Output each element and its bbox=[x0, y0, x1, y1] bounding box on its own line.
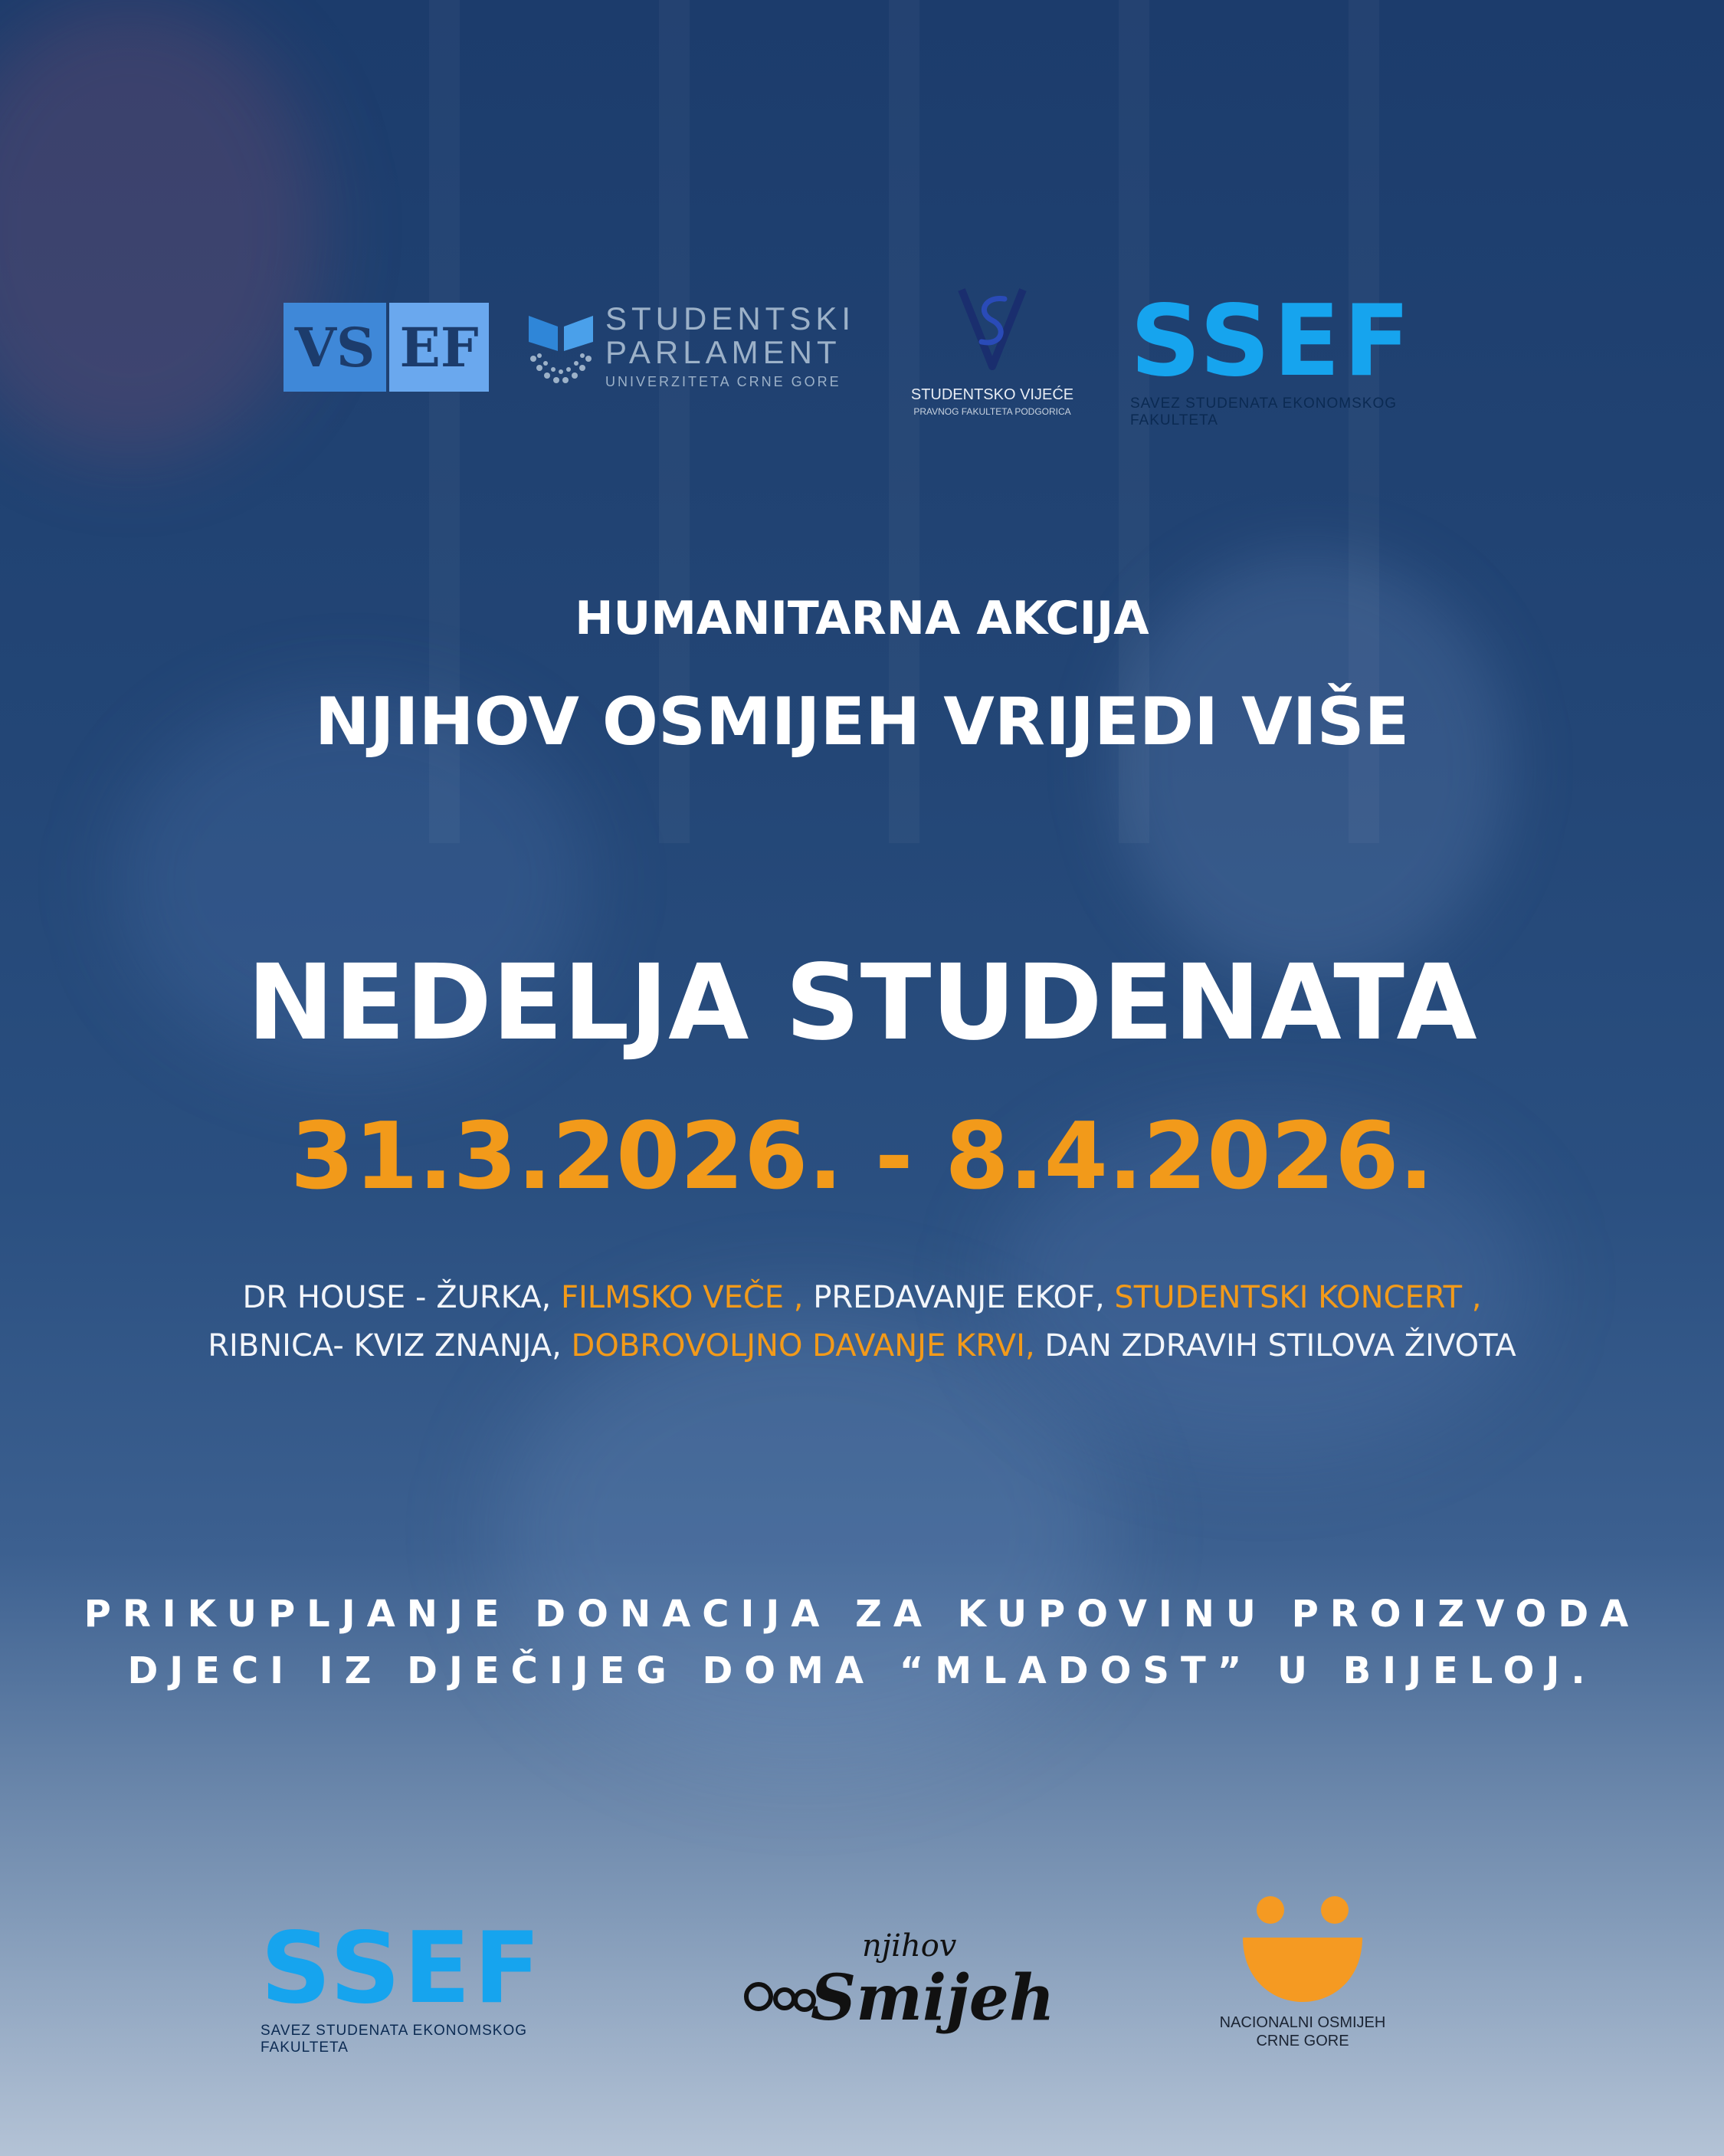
ssef-logo-subtitle: SAVEZ STUDENATA EKONOMSKOG FAKULTETA bbox=[261, 2023, 527, 2056]
sp-logo-line3: UNIVERZITETA CRNE GORE bbox=[605, 374, 841, 389]
sv-logo-line2: PRAVNOG FAKULTETA PODGORICA bbox=[913, 406, 1071, 417]
event-title: NEDELJA STUDENATA bbox=[247, 943, 1477, 1064]
event-item-highlight: STUDENTSKI KONCERT , bbox=[1104, 1280, 1482, 1315]
bg-blur-person-center bbox=[498, 1303, 1111, 1763]
sp-logo-line1: STUDENTSKI bbox=[605, 300, 856, 336]
event-item-highlight: FILMSKO VEČE , bbox=[551, 1280, 804, 1315]
bg-blur-flag bbox=[0, 0, 322, 460]
open-book-icon bbox=[523, 308, 599, 392]
ssef-logo-subtitle: SAVEZ STUDENATA EKONOMSKOG FAKULTETA bbox=[1130, 395, 1397, 428]
sp-logo-line2: PARLAMENT bbox=[605, 334, 841, 370]
akcija-heading: HUMANITARNA AKCIJA bbox=[575, 592, 1149, 645]
campaign-title: NJIHOV OSMIJEH VRIJEDI VIŠE bbox=[314, 684, 1410, 760]
studentsko-vijece-logo bbox=[896, 285, 1088, 423]
ssef-logo-bottom bbox=[261, 1912, 567, 2056]
vsef-logo-right: EF bbox=[389, 303, 489, 392]
sv-logo-line1: STUDENTSKO VIJEĆE bbox=[910, 386, 1074, 403]
events-line-2 bbox=[0, 1328, 1724, 1363]
event-item-highlight: DOBROVOLJNO DAVANJE KRVI, bbox=[571, 1328, 1035, 1363]
smiley-icon bbox=[1226, 1893, 1379, 2008]
nos-logo-main: Smijeh bbox=[811, 1961, 1055, 2035]
event-dates: 31.3.2026. - 8.4.2026. bbox=[290, 1104, 1434, 1210]
ssef-logo-mark: SSEF bbox=[261, 1912, 544, 2026]
studentski-parlament-logo bbox=[523, 300, 856, 400]
vsef-logo-left: VS bbox=[284, 303, 386, 392]
nacionalni-osmijeh-logo bbox=[1195, 1893, 1410, 2054]
vsef-logo bbox=[284, 303, 489, 392]
nos-logo-circles-icon bbox=[746, 1984, 814, 2010]
events-line-1 bbox=[0, 1280, 1724, 1315]
event-item: DAN ZDRAVIH STILOVA ŽIVOTA bbox=[1034, 1328, 1516, 1363]
donation-line-1: PRIKUPLJANJE DONACIJA ZA KUPOVINU PROIZVODA bbox=[84, 1593, 1640, 1636]
ssef-logo-mark: SSEF bbox=[1130, 284, 1414, 399]
event-item: RIBNICA- KVIZ ZNANJA, bbox=[208, 1328, 572, 1363]
ssef-logo-top bbox=[1130, 284, 1437, 428]
nos-logo-top: njihov bbox=[862, 1928, 957, 1964]
event-item: DR HOUSE - ŽURKA, bbox=[242, 1280, 552, 1315]
njihov-osmijeh-logo bbox=[736, 1908, 1055, 2062]
donation-line-2: DJECI IZ DJEČIJEG DOMA “MLADOST” U BIJELOJ. bbox=[127, 1649, 1597, 1692]
nac-logo-line1: NACIONALNI OSMIJEH bbox=[1219, 2014, 1386, 2031]
nac-logo-line2: CRNE GORE bbox=[1256, 2033, 1349, 2049]
event-item: PREDAVANJE EKOF, bbox=[803, 1280, 1105, 1315]
sv-monogram-icon bbox=[954, 285, 1031, 369]
